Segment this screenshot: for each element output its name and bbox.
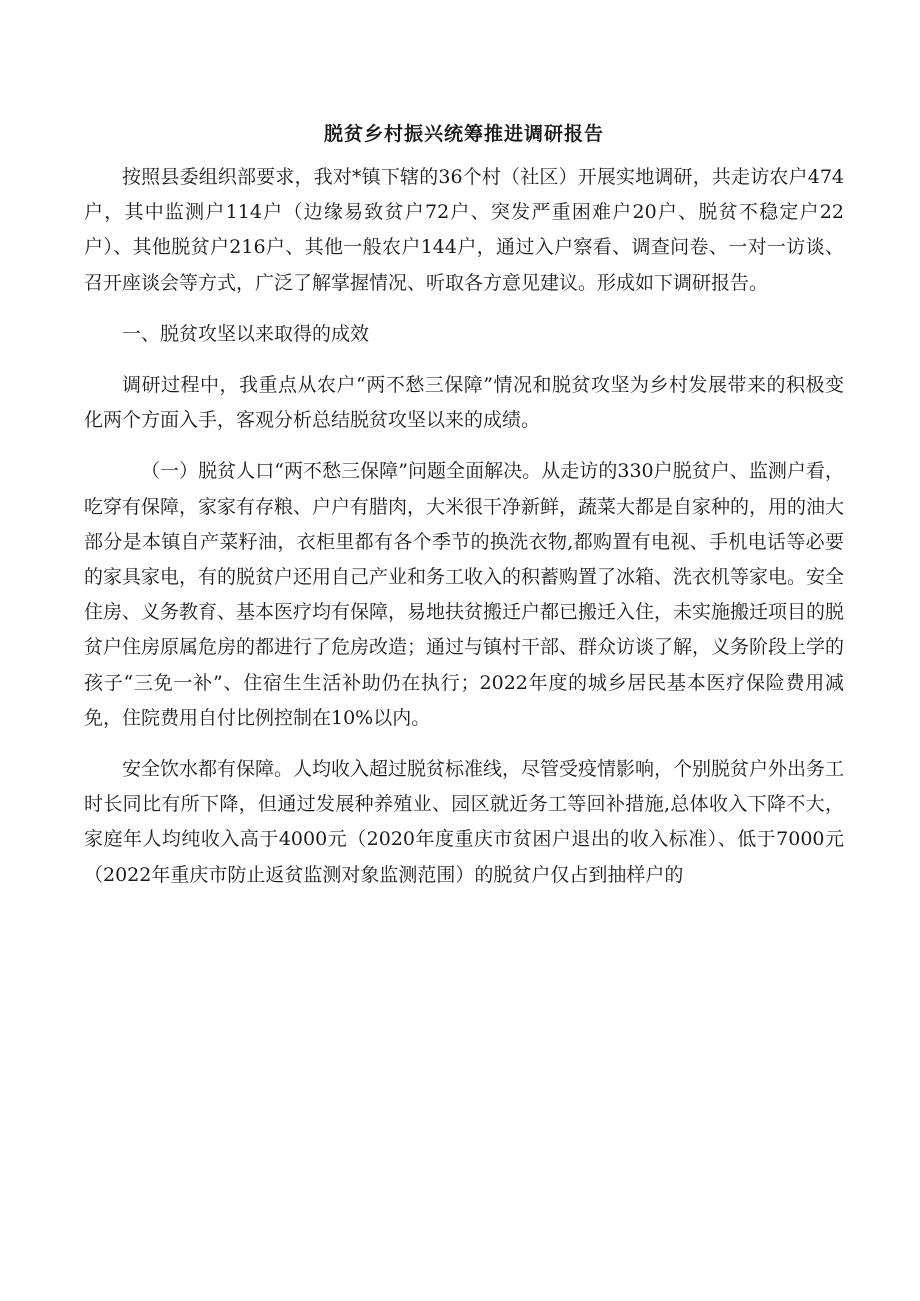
survey-paragraph: 调研过程中，我重点从农户“两不愁三保障”情况和脱贫攻坚为乡村发展带来的积极变化两个方面入手，客观分析总结脱贫攻坚以来的成绩。 bbox=[84, 374, 844, 432]
paragraph-gap bbox=[84, 438, 844, 454]
paragraph-gap bbox=[84, 736, 844, 752]
document-title: 脱贫乡村振兴统筹推进调研报告 bbox=[323, 123, 604, 145]
water-income-paragraph: 安全饮水都有保障。人均收入超过脱贫标准线，尽管受疫情影响，个别脱贫户外出务工时长同比有所下降，但通过发展种养殖业、园区就近务工等回补措施,总体收入下降不大，家庭年人均纯收入高于4000元（2020年度重庆市贫困户退出的收入标准）、低于7000元（2022年重庆市防止返贫监测对象监测范围）的脱贫户仅占到抽样户的 bbox=[84, 758, 845, 886]
subsection-paragraph: （一）脱贫人口“两不愁三保障”问题全面解决。从走访的330户脱贫户、监测户看，吃穿有保障，家家有存粮、户户有腊肉，大米很干净新鲜，蔬菜大都是自家种的，用的油大部分是本镇自产菜籽油，衣柜里都有各个季节的换洗衣物,都购置有电视、手机电话等必要的家具家电，有的脱贫户还用自己产业和务工收入的积蓄购置了冰箱、洗衣机等家电。安全住房、义务教育、基本医疗均有保障，易地扶贫搬迁户都已搬迁入住，未实施搬迁项目的脱贫户住房原属危房的都进行了危房改造；通过与镇村干部、群众访谈了解，义务阶段上学的孩子“三免一补”、住宿生生活补助仍在执行；2022年度的城乡居民基本医疗保险费用减免，住院费用自付比例控制在10%以内。 bbox=[84, 460, 845, 729]
paragraph-gap bbox=[84, 301, 844, 317]
paragraph-gap bbox=[84, 352, 844, 368]
section-heading: 一、脱贫攻坚以来取得的成效 bbox=[122, 322, 370, 345]
document-page bbox=[84, 118, 844, 893]
intro-paragraph: 按照县委组织部要求，我对*镇下辖的36个村（社区）开展实地调研，共走访农户474户，其中监测户114户（边缘易致贫户72户、突发严重困难户20户、脱贫不稳定户22户）、其他脱贫户216户、其他一般农户144户，通过入户察看、调查问卷、一对一访谈、召开座谈会等方式，广泛了解掌握情况、听取各方意见建议。形成如下调研报告。 bbox=[84, 166, 844, 294]
